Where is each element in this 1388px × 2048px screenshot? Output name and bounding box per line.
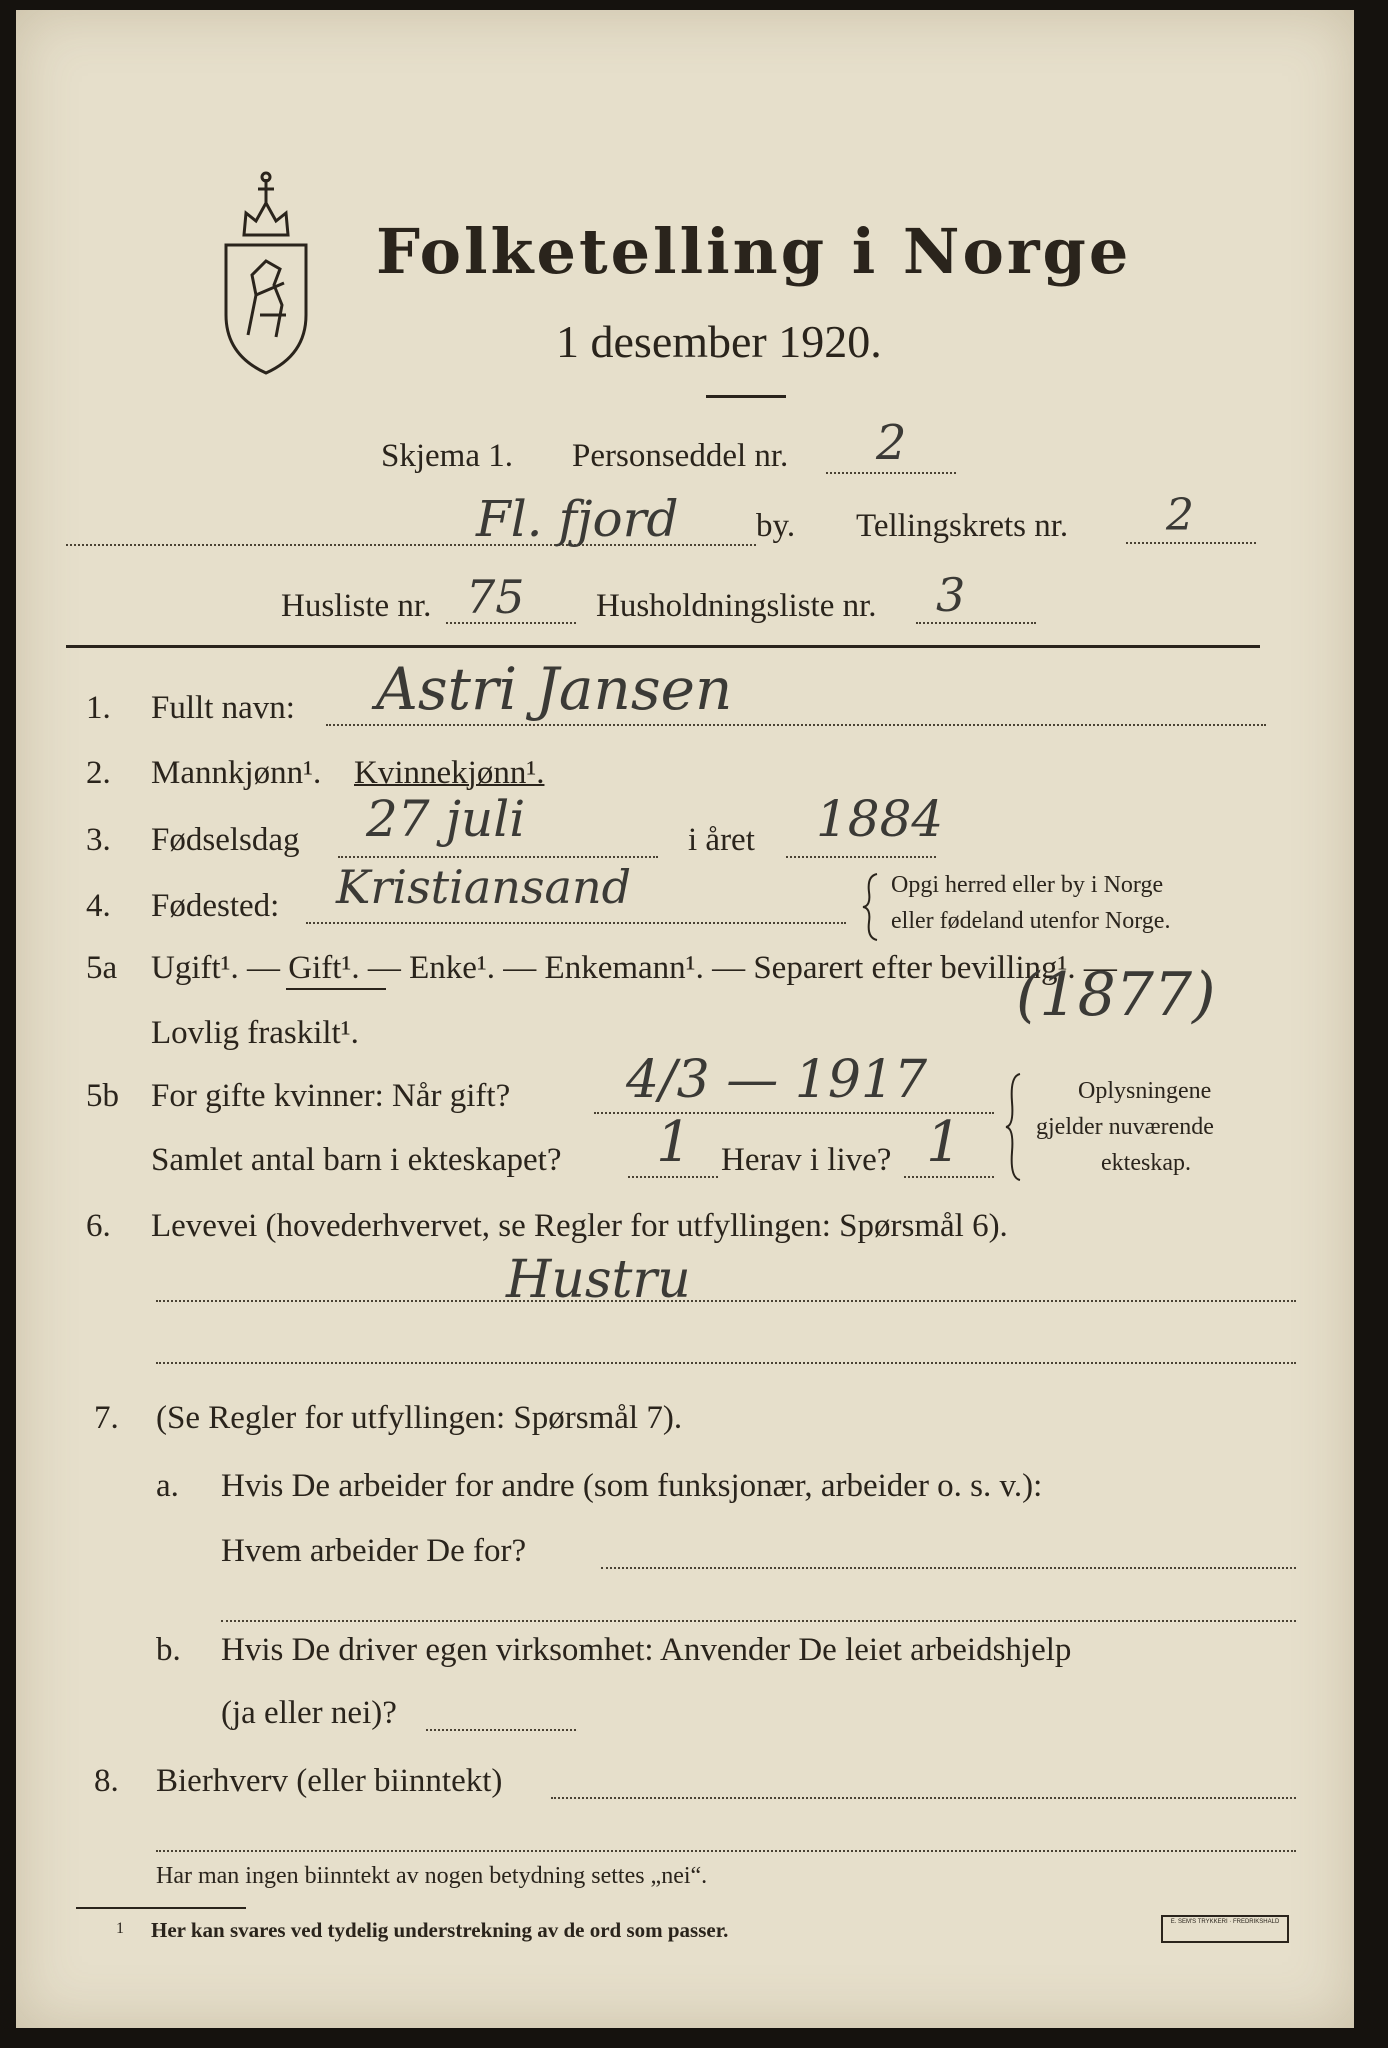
marriage-note-2: gjelder nuværende — [1036, 1114, 1214, 1140]
norway-coat-of-arms-icon — [216, 165, 316, 375]
husholdning-line — [916, 622, 1036, 624]
tellingskrets-label: Tellingskrets nr. — [856, 508, 1069, 544]
birth-year-value[interactable]: 1884 — [816, 790, 944, 848]
occupation-value[interactable]: Hustru — [506, 1250, 691, 1310]
side-income-line-1[interactable] — [551, 1797, 1296, 1799]
married-date-value[interactable]: 4/3 — 1917 — [626, 1050, 928, 1110]
marital-status-options[interactable]: Ugift¹. — Gift¹. — Enke¹. — Enkemann¹. — Separert efter bevilling¹. — — [151, 950, 1117, 986]
q3-label: Fødselsdag — [151, 822, 300, 858]
divorced-option[interactable]: Lovlig fraskilt¹. — [151, 1015, 359, 1051]
header-divider — [66, 645, 1260, 648]
q5b-number: 5b — [86, 1078, 119, 1114]
q7a-text: Hvis De arbeider for andre (som funksjonær, arbeider o. s. v.): — [221, 1468, 1043, 1504]
q8-number: 8. — [94, 1763, 119, 1799]
birthday-value[interactable]: 27 juli — [366, 790, 526, 848]
alive-value[interactable]: 1 — [926, 1110, 962, 1175]
side-income-note: Har man ingen biinntekt av nogen betydning settes „nei“. — [156, 1863, 708, 1889]
q1-number: 1. — [86, 690, 111, 726]
q7b-text-2: (ja eller nei)? — [221, 1695, 397, 1731]
printer-stamp: E. SEM'S TRYKKERI · FREDRIKSHALD — [1161, 1915, 1289, 1943]
year-line — [786, 856, 936, 858]
personseddel-value[interactable]: 2 — [876, 415, 907, 471]
q6-label: Levevei (hovederhvervet, se Regler for utfyllingen: Spørsmål 6). — [151, 1208, 1008, 1244]
census-date: 1 desember 1920. — [556, 316, 882, 367]
q8-label: Bierhverv (eller biinntekt) — [156, 1763, 503, 1799]
marriage-note-brace-icon — [1004, 1072, 1024, 1182]
birthplace-note-2: eller fødeland utenfor Norge. — [891, 908, 1171, 934]
q7-number: 7. — [94, 1400, 119, 1436]
q6-number: 6. — [86, 1208, 111, 1244]
q7-label: (Se Regler for utfyllingen: Spørsmål 7). — [156, 1400, 683, 1436]
q7b-letter: b. — [156, 1632, 181, 1668]
tellingskrets-line — [1126, 542, 1256, 544]
occupation-line-1 — [156, 1300, 1296, 1302]
birthplace-note-1: Opgi herred eller by i Norge — [891, 872, 1164, 898]
female-option[interactable]: Kvinnekjønn¹. — [354, 755, 545, 791]
footnote-text: Her kan svares ved tydelig understrekning av de ord som passer. — [151, 1918, 729, 1942]
q2-number: 2. — [86, 755, 111, 791]
q1-label: Fullt navn: — [151, 690, 295, 726]
children-value[interactable]: 1 — [656, 1110, 692, 1175]
q5b-label: For gifte kvinner: Når gift? — [151, 1078, 511, 1114]
husholdning-label: Husholdningsliste nr. — [596, 588, 877, 624]
footnote-divider — [76, 1907, 246, 1909]
year-label: i året — [688, 822, 755, 858]
footnote-mark: 1 — [116, 1920, 124, 1937]
children-line — [628, 1176, 718, 1178]
q4-number: 4. — [86, 888, 111, 924]
marriage-note-1: Oplysningene — [1078, 1078, 1212, 1104]
birthplace-line — [306, 922, 846, 924]
skjema-label: Skjema 1. — [381, 438, 513, 474]
q7a-letter: a. — [156, 1468, 179, 1504]
alive-label: Herav i live? — [721, 1142, 892, 1178]
census-form — [16, 10, 1354, 2028]
occupation-line-2 — [156, 1362, 1296, 1364]
employer-line-1[interactable] — [601, 1567, 1296, 1569]
husliste-value[interactable]: 75 — [466, 570, 525, 624]
q1-line — [326, 724, 1266, 726]
form-title: Folketelling i Norge — [376, 215, 1132, 288]
q7a-text-2: Hvem arbeider De for? — [221, 1533, 527, 1569]
husliste-label: Husliste nr. — [281, 588, 432, 624]
full-name-value[interactable]: Astri Jansen — [376, 655, 733, 723]
hired-help-line[interactable] — [426, 1729, 576, 1731]
marriage-note-3: ekteskap. — [1101, 1150, 1191, 1176]
side-income-line-2[interactable] — [156, 1850, 1296, 1852]
note-brace-icon — [861, 872, 881, 942]
personseddel-line — [826, 472, 956, 474]
by-label: by. — [756, 508, 796, 544]
husholdning-value[interactable]: 3 — [936, 568, 966, 622]
q4-label: Fødested: — [151, 888, 280, 924]
male-option[interactable]: Mannkjønn¹. — [151, 755, 322, 791]
town-value[interactable]: Fl. fjord — [476, 490, 679, 548]
children-label: Samlet antal barn i ekteskapet? — [151, 1142, 562, 1178]
tellingskrets-value[interactable]: 2 — [1166, 490, 1194, 541]
q5a-number: 5a — [86, 950, 118, 986]
marital-annotation: (1877) — [1016, 960, 1216, 1030]
q7b-text: Hvis De driver egen virksomhet: Anvender De leiet arbeidshjelp — [221, 1632, 1072, 1668]
title-divider — [706, 395, 786, 398]
q3-number: 3. — [86, 822, 111, 858]
gift-underline — [286, 988, 386, 990]
employer-line-2[interactable] — [221, 1620, 1296, 1622]
alive-line — [904, 1176, 994, 1178]
personseddel-label: Personseddel nr. — [572, 438, 789, 474]
birthday-line — [338, 856, 658, 858]
birthplace-value[interactable]: Kristiansand — [336, 860, 632, 914]
